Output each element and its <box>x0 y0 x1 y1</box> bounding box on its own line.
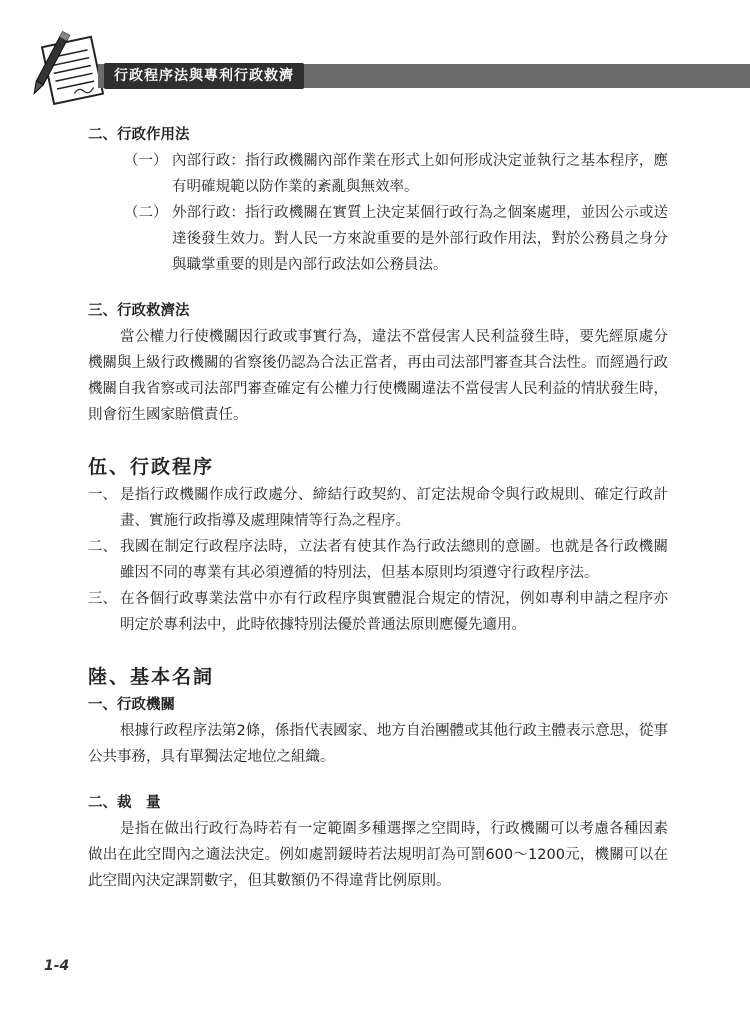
item-number: 三、 <box>88 591 117 607</box>
item-number: （二） <box>124 205 168 221</box>
subsection-heading: 二、行政作用法 <box>88 127 190 143</box>
section-heading: 伍、行政程序 <box>88 456 215 478</box>
subsection-heading: 一、行政機關 <box>88 697 175 713</box>
item-number: （一） <box>124 153 168 169</box>
section-heading: 陸、基本名詞 <box>88 666 215 688</box>
page-header <box>0 0 750 110</box>
list-item <box>88 200 668 278</box>
item-number: 二、 <box>88 539 117 555</box>
list-item <box>88 586 668 638</box>
item-text: 我國在制定行政程序法時，立法者有使其作為行政法總則的意圖。也就是各行政機關雖因不同的專業有其必須遵循的特別法，但基本原則均須遵守行政程序法。 <box>120 539 668 581</box>
item-text: 在各個行政專業法當中亦有行政程序與實體混合規定的情況，例如專利申請之程序亦明定於專利法中，此時依據特別法優於普通法原則應優先適用。 <box>120 591 668 633</box>
item-number: 一、 <box>88 487 117 503</box>
item-text: 內部行政：指行政機關內部作業在形式上如何形成決定並執行之基本程序，應有明確規範以防作業的紊亂與無效率。 <box>172 153 668 195</box>
notepad-pen-icon <box>30 28 108 108</box>
header-title: 行政程序法與專利行政救濟 <box>104 63 304 89</box>
list-item <box>88 482 668 534</box>
subsection-heading: 三、行政救濟法 <box>88 303 190 319</box>
page-content <box>88 122 668 894</box>
paragraph: 根據行政程序法第2條，係指代表國家、地方自治團體或其他行政主體表示意思，從事公共事務，具有單獨法定地位之組織。 <box>88 723 668 765</box>
item-text: 外部行政：指行政機關在實質上決定某個行政行為之個案處理，並因公示或送達後發生效力。對人民一方來說重要的是外部行政作用法，對於公務員之身分與職掌重要的則是內部行政法如公務員法。 <box>172 205 668 273</box>
paragraph: 是指在做出行政行為時若有一定範圍多種選擇之空間時，行政機關可以考慮各種因素做出在此空間內之適法決定。例如處罰鍰時若法規明訂為可罰600～1200元，機關可以在此空間內決定課罰數字，但其數額仍不得違背比例原則。 <box>88 821 668 889</box>
subsection-heading: 二、裁 量 <box>88 795 161 811</box>
item-text: 是指行政機關作成行政處分、締結行政契約、訂定法規命令與行政規則、確定行政計畫、實施行政指導及處理陳情等行為之程序。 <box>120 487 668 529</box>
list-item <box>88 148 668 200</box>
page-number: 1-4 <box>44 958 70 974</box>
list-item <box>88 534 668 586</box>
paragraph: 當公權力行使機關因行政或事實行為，違法不當侵害人民利益發生時，要先經原處分機關與上級行政機關的省察後仍認為合法正當者，再由司法部門審查其合法性。而經過行政機關自我省察或司法部門審查確定有公權力行使機關違法不當侵害人民利益的情狀發生時，則會衍生國家賠償責任。 <box>88 329 668 423</box>
